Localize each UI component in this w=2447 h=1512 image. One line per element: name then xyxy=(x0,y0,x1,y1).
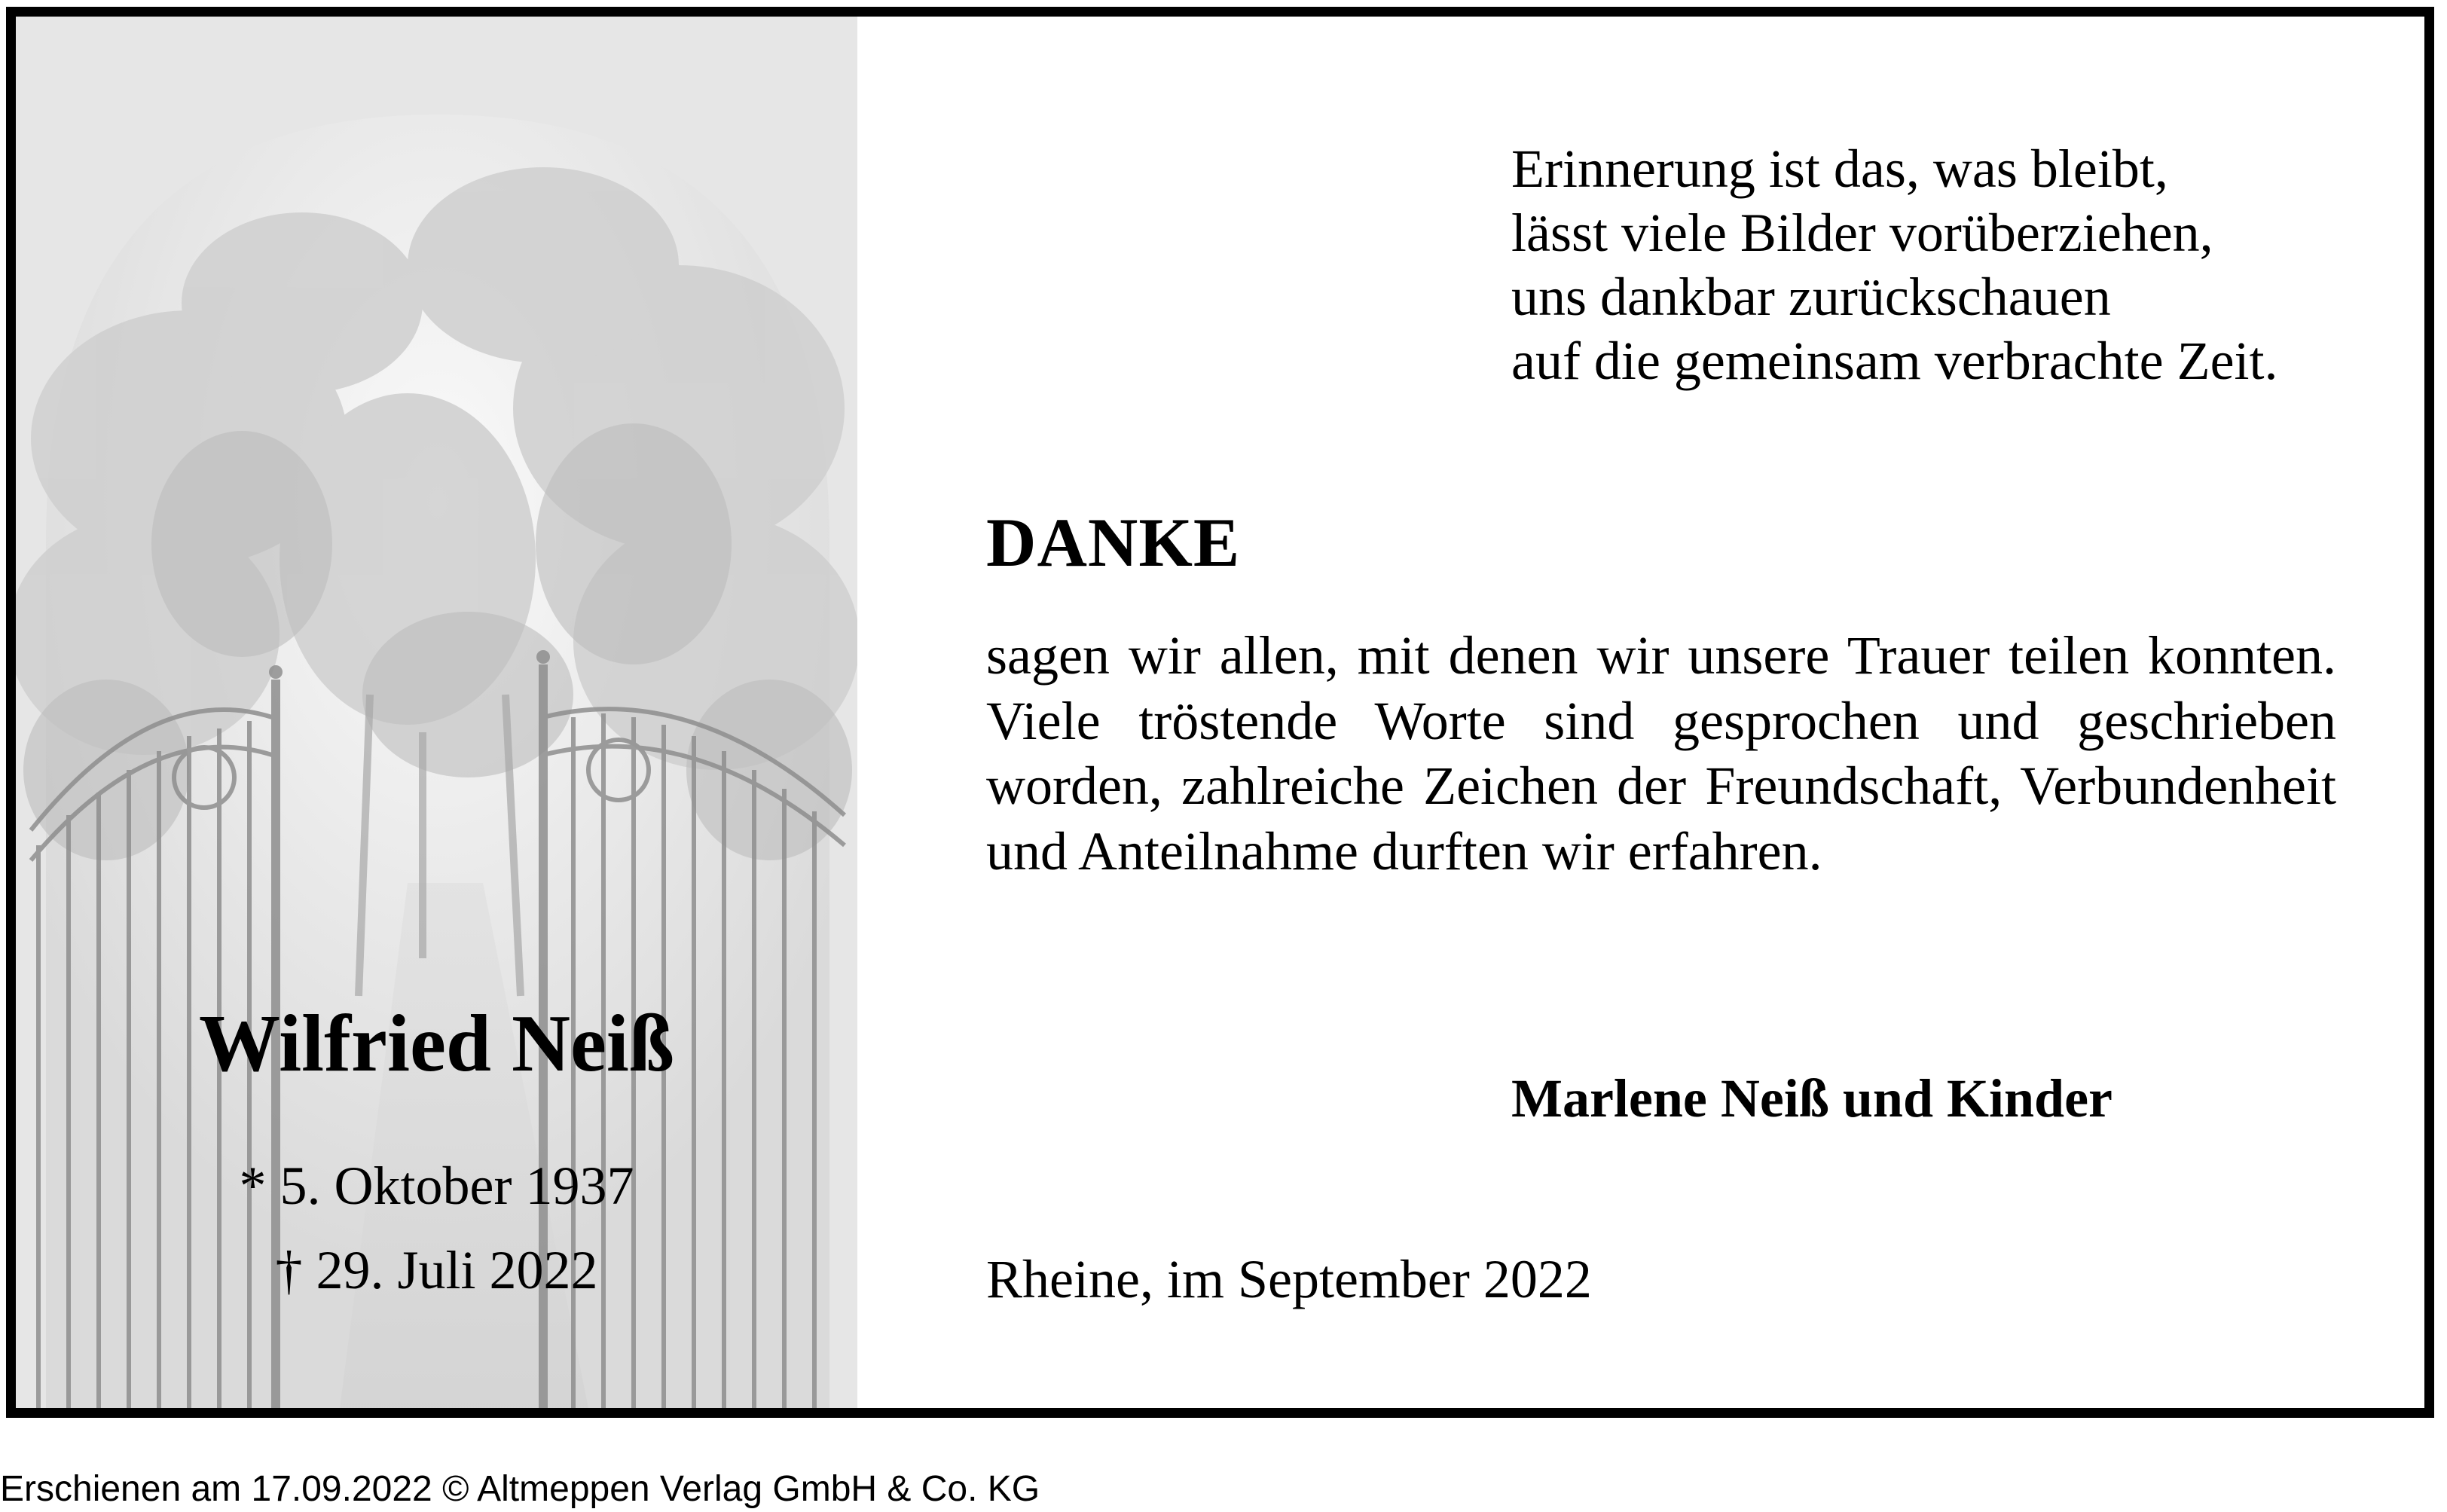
thank-you-heading: DANKE xyxy=(986,504,1241,581)
poem-line: auf die gemeinsam verbrachte Zeit. xyxy=(1511,331,2278,391)
place-date: Rheine, im September 2022 xyxy=(986,1249,1592,1309)
signature: Marlene Neiß und Kinder xyxy=(1511,1068,2113,1129)
cemetery-gate-photo xyxy=(16,17,857,1408)
publication-footer: Erschienen am 17.09.2022 © Altmeppen Verlag GmbH & Co. KG xyxy=(0,1469,1040,1509)
poem-line: Erinnerung ist das, was bleibt, xyxy=(1511,139,2168,199)
birth-date: * 5. Oktober 1937 xyxy=(239,1156,634,1216)
thank-you-text: sagen wir allen, mit denen wir unsere Trauer teilen konnten. Viele tröstende Worte sind gesprochen und geschrieben worden, zahlreiche Zeichen der Freundschaft, Verbundenheit und Anteilnahme durften wir erfahren. xyxy=(986,625,2336,881)
obituary-notice xyxy=(6,7,2434,1418)
death-date: † 29. Juli 2022 xyxy=(275,1240,598,1300)
poem-line: lässt viele Bilder vorüberziehen, xyxy=(1511,203,2213,263)
deceased-name: Wilfried Neiß xyxy=(199,999,674,1089)
poem xyxy=(1511,137,2278,393)
poem-line: uns dankbar zurückschauen xyxy=(1511,267,2111,327)
